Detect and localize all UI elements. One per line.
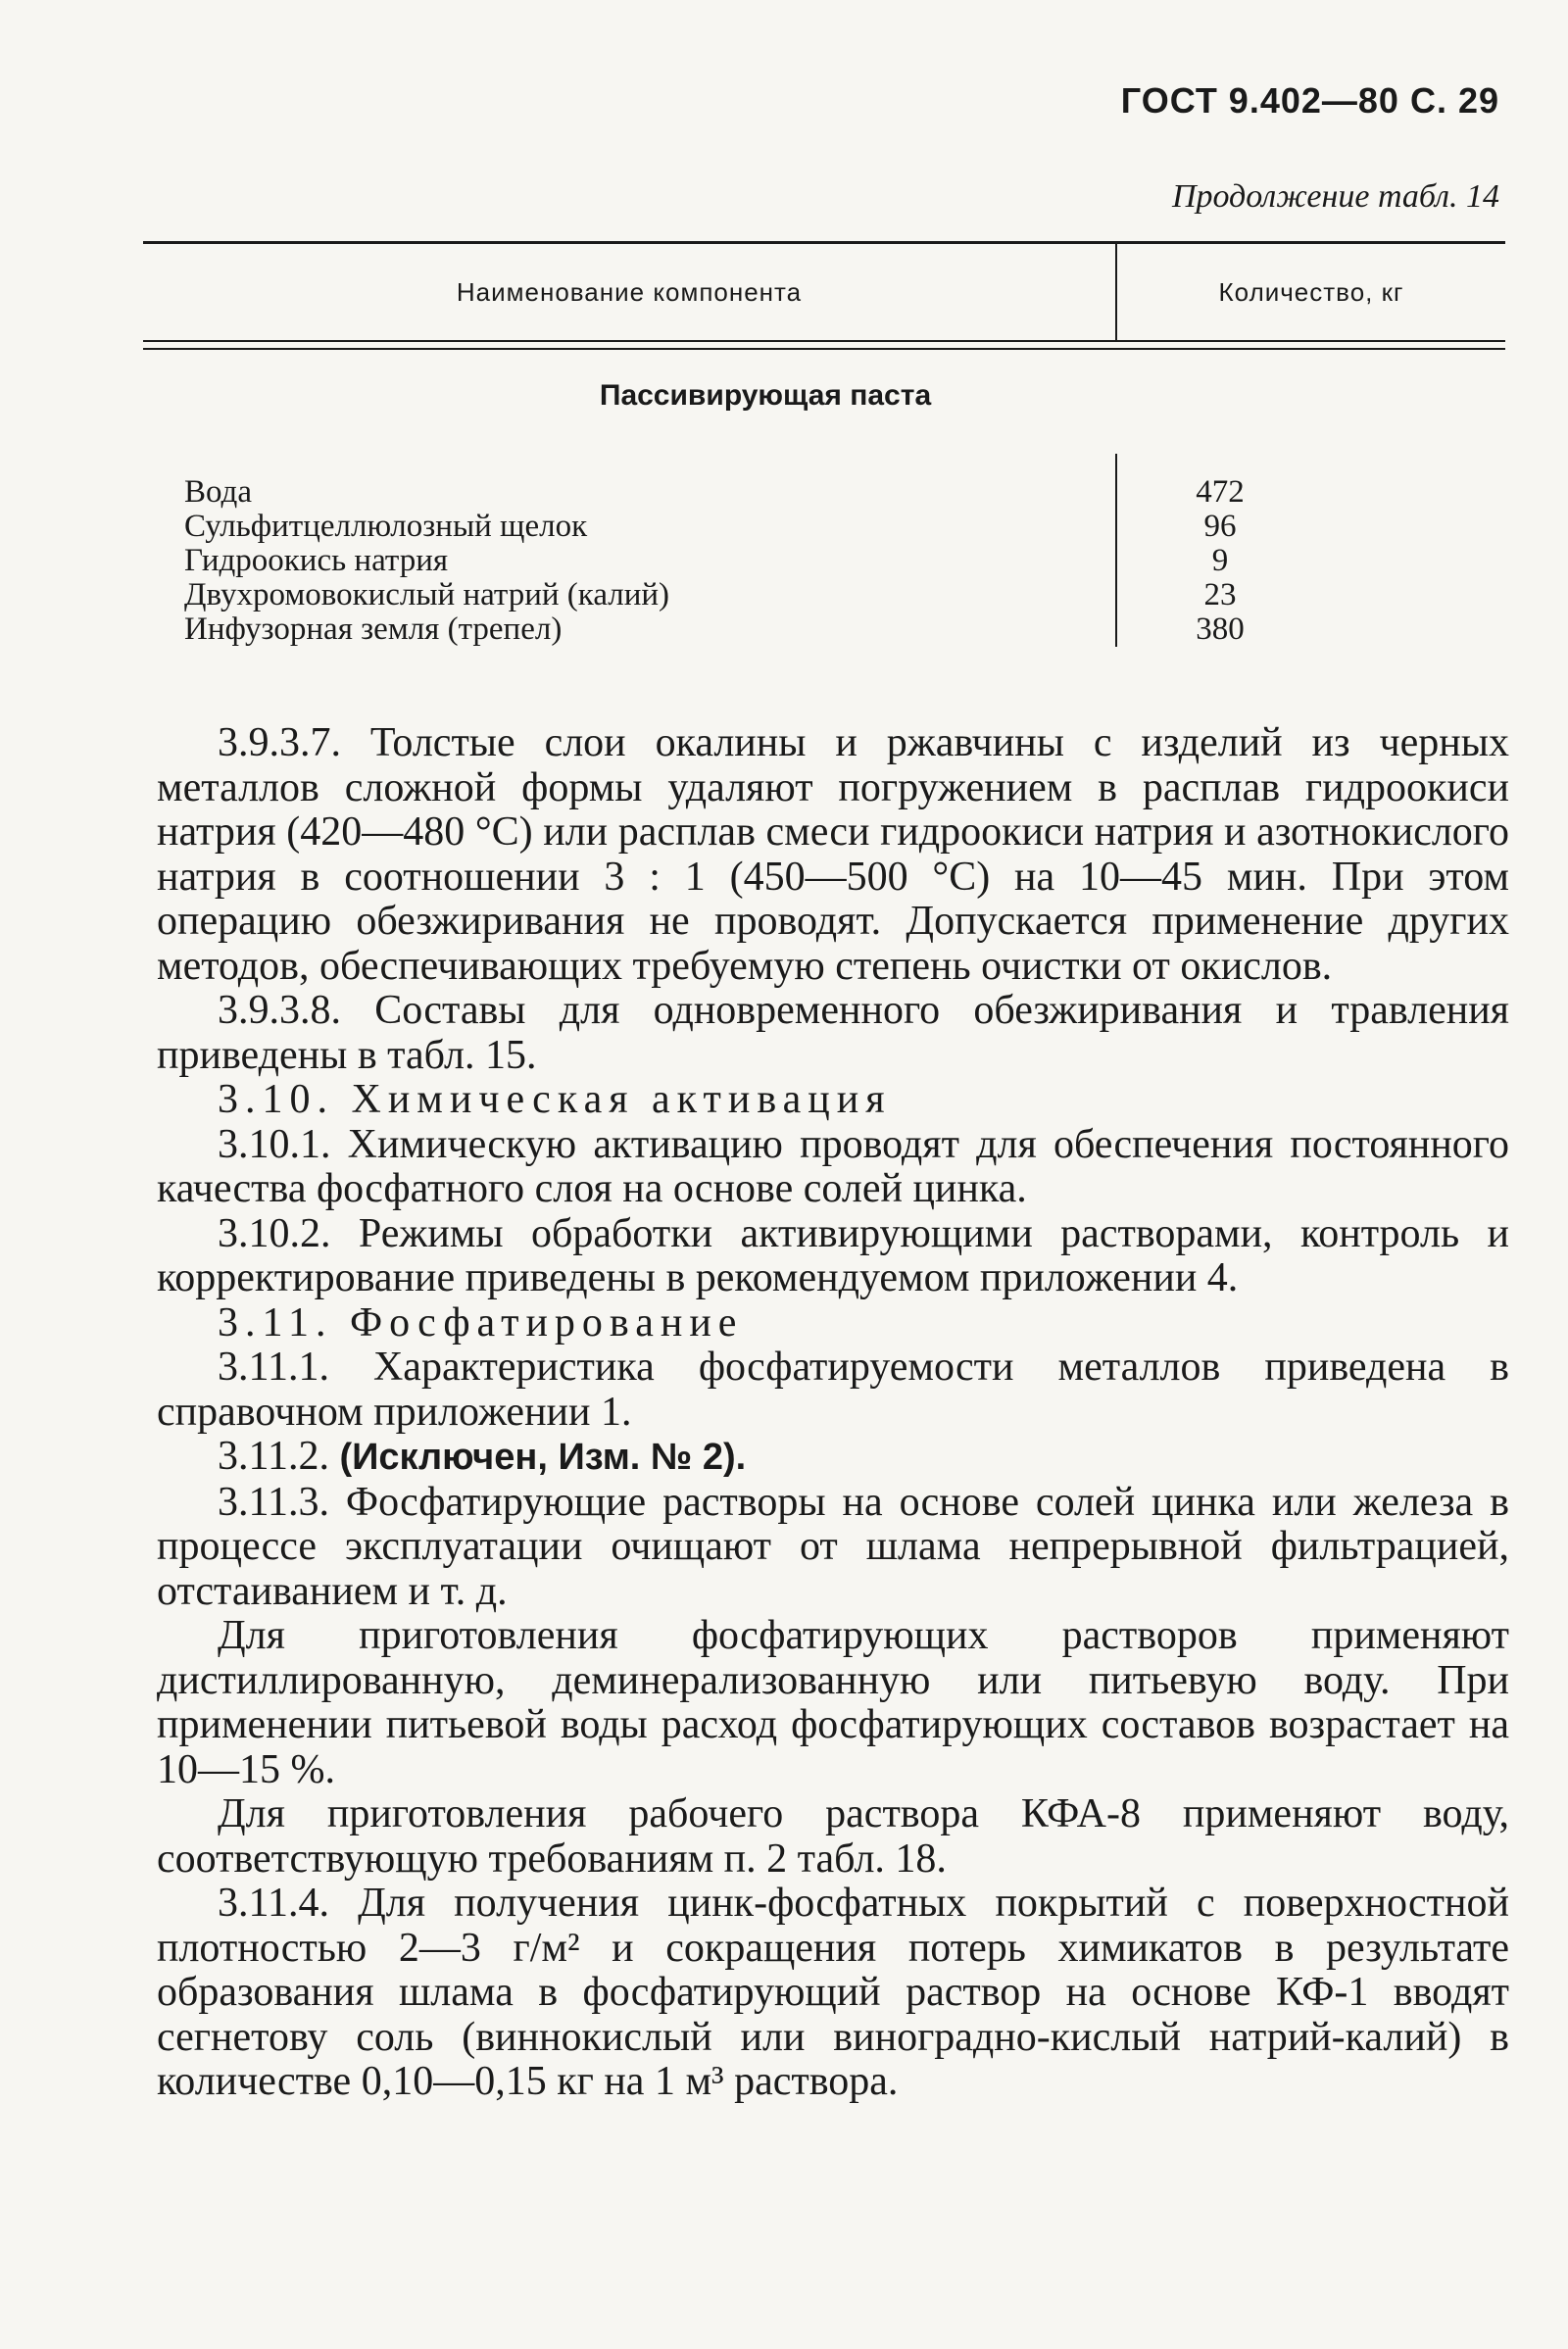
paragraph-3-9-3-7: 3.9.3.7. Толстые слои окалины и ржавчины с изделий из черных металлов сложной формы удаляют погружением в расплав гидроокиси натрия (420—480 °С) или расплав смеси гидроокиси натрия и азотнокислого натрия в соотношении 3 : 1 (450—500 °С) на 10—45 мин. При этом операцию обезжиривания не проводят. Допускается применение других методов, обеспечивающих требуемую степень очистки от окислов.: [157, 720, 1509, 989]
column-header-name: Наименование компонента: [456, 276, 803, 307]
paragraph-3-10-1: 3.10.1. Химическую активацию проводят для обеспечения постоянного качества фосфатного слоя на основе солей цинка.: [157, 1121, 1509, 1211]
paragraph-water: Для приготовления фосфатирующих растворов применяют дистиллированную, деминерализованную или питьевую воду. При применении питьевой воды расход фосфатирующих составов возрастает на 10—15 %.: [157, 1613, 1509, 1792]
paragraph-3-11-2-number: 3.11.2.: [218, 1434, 329, 1479]
table-header-rule: [143, 340, 1505, 350]
paragraph-3-9-3-8: 3.9.3.8. Составы для одновременного обезжиривания и травления приведены в табл. 15.: [157, 988, 1509, 1078]
qty-column: [1115, 454, 1505, 647]
name-column: [143, 454, 1115, 647]
page-header: ГОСТ 9.402—80 С. 29: [1120, 80, 1499, 121]
table-row-qty: 9: [1211, 543, 1229, 578]
heading-3-11: 3.11. Фосфатирование: [218, 1299, 744, 1346]
table-caption: Продолжение табл. 14: [1171, 178, 1499, 215]
table-row-qty: 472: [1196, 474, 1245, 510]
paragraph-3-11-4: 3.11.4. Для получения цинк-фосфатных покрытий с поверхностной плотностью 2—3 г/м² и сокращения потерь химикатов в результате образования шлама в фосфатирующий раствор на основе КФ-1 вводят сегнетову соль (виннокислый или виноградно-кислый натрий-калий) в количестве 0,10—0,15 кг на 1 м³ раствора.: [157, 1881, 1509, 2104]
table-body: [143, 454, 1505, 647]
table-row-qty: 380: [1196, 612, 1245, 647]
component-table: [143, 241, 1505, 647]
table-row-name: Двухромовокислый натрий (калий): [184, 577, 670, 612]
paragraph-kfa8: Для приготовления рабочего раствора КФА-8 применяют воду, соответствующую требованиям п. 2 табл. 18.: [157, 1791, 1509, 1882]
table-row-name: Инфузорная земля (трепел): [184, 612, 563, 647]
table-row-name: Вода: [184, 474, 252, 510]
table-row-qty: 96: [1203, 509, 1237, 544]
table-row-qty: 23: [1203, 577, 1237, 612]
table-section-title: Пассивирующая паста: [599, 379, 932, 412]
paragraph-3-10-2: 3.10.2. Режимы обработки активирующими растворами, контроль и корректирование приведены в рекомендуемом приложении 4.: [157, 1210, 1509, 1300]
paragraph-3-11-2-note: (Исключен, Изм. № 2).: [339, 1437, 747, 1478]
paragraph-3-11-3: 3.11.3. Фосфатирующие растворы на основе солей цинка или железа в процессе эксплуатации очищают от шлама непрерывной фильтрацией, отстаиванием и т. д.: [157, 1479, 1509, 1614]
table-row-name: Сульфитцеллюлозный щелок: [184, 509, 588, 544]
paragraph-3-11-2: [157, 1435, 1509, 1481]
table-row-name: Гидроокись натрия: [184, 543, 449, 578]
paragraph-3-11-1: 3.11.1. Характеристика фосфатируемости металлов приведена в справочном приложении 1.: [157, 1345, 1509, 1435]
heading-3-10: 3.10. Химическая активация: [218, 1077, 892, 1122]
table-header-row: [143, 244, 1505, 340]
body-text: [157, 721, 1509, 2105]
column-header-qty: Количество, кг: [1115, 244, 1505, 340]
